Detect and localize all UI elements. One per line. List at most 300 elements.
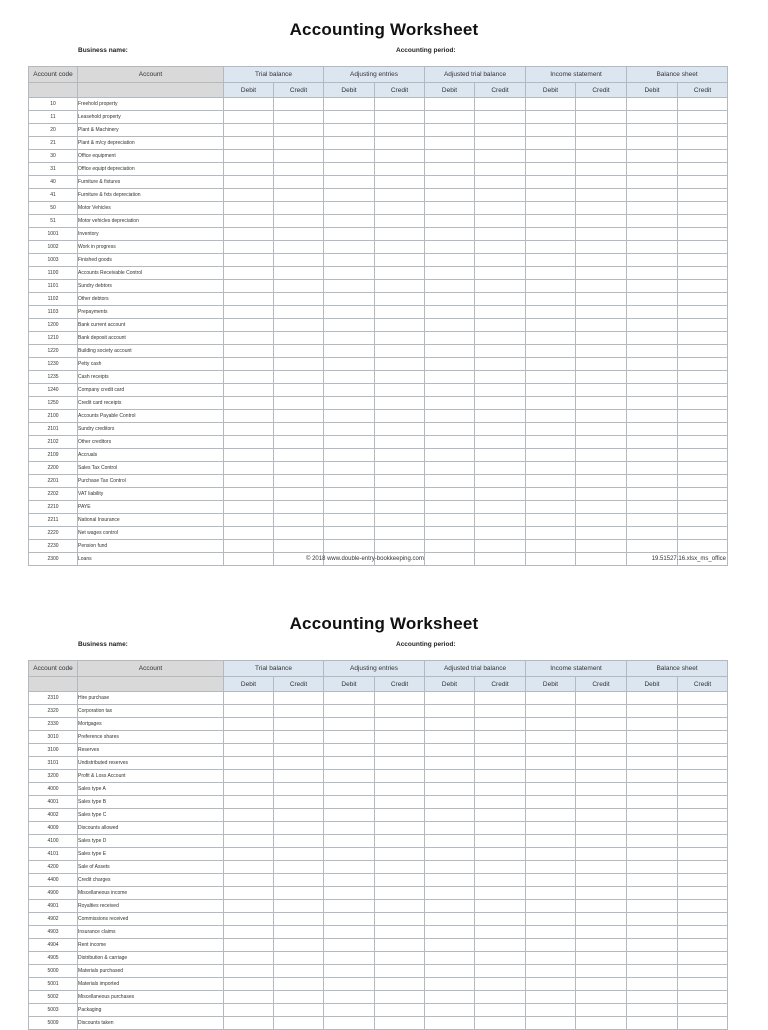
credit-cell[interactable] xyxy=(475,991,526,1004)
debit-cell[interactable] xyxy=(324,731,375,744)
debit-cell[interactable] xyxy=(526,991,576,1004)
debit-cell[interactable] xyxy=(526,384,576,397)
debit-cell[interactable] xyxy=(526,913,576,926)
debit-cell[interactable] xyxy=(425,241,475,254)
credit-cell[interactable] xyxy=(475,1004,526,1017)
debit-cell[interactable] xyxy=(425,731,475,744)
debit-cell[interactable] xyxy=(324,1017,375,1030)
credit-cell[interactable] xyxy=(375,423,425,436)
credit-cell[interactable] xyxy=(678,267,728,280)
credit-cell[interactable] xyxy=(576,254,627,267)
debit-cell[interactable] xyxy=(324,137,375,150)
debit-cell[interactable] xyxy=(627,384,678,397)
credit-cell[interactable] xyxy=(576,397,627,410)
credit-cell[interactable] xyxy=(375,228,425,241)
debit-cell[interactable] xyxy=(224,757,274,770)
credit-cell[interactable] xyxy=(375,358,425,371)
credit-cell[interactable] xyxy=(576,98,627,111)
credit-cell[interactable] xyxy=(678,332,728,345)
debit-cell[interactable] xyxy=(324,410,375,423)
credit-cell[interactable] xyxy=(678,111,728,124)
credit-cell[interactable] xyxy=(678,783,728,796)
debit-cell[interactable] xyxy=(627,861,678,874)
credit-cell[interactable] xyxy=(576,1004,627,1017)
debit-cell[interactable] xyxy=(224,692,274,705)
credit-cell[interactable] xyxy=(375,887,425,900)
credit-cell[interactable] xyxy=(375,332,425,345)
debit-cell[interactable] xyxy=(627,913,678,926)
debit-cell[interactable] xyxy=(425,423,475,436)
debit-cell[interactable] xyxy=(526,111,576,124)
debit-cell[interactable] xyxy=(526,215,576,228)
credit-cell[interactable] xyxy=(576,718,627,731)
credit-cell[interactable] xyxy=(678,137,728,150)
credit-cell[interactable] xyxy=(475,410,526,423)
credit-cell[interactable] xyxy=(274,514,324,527)
debit-cell[interactable] xyxy=(627,770,678,783)
debit-cell[interactable] xyxy=(224,241,274,254)
debit-cell[interactable] xyxy=(224,978,274,991)
credit-cell[interactable] xyxy=(274,692,324,705)
debit-cell[interactable] xyxy=(324,319,375,332)
debit-cell[interactable] xyxy=(425,176,475,189)
credit-cell[interactable] xyxy=(274,900,324,913)
debit-cell[interactable] xyxy=(324,783,375,796)
credit-cell[interactable] xyxy=(576,796,627,809)
debit-cell[interactable] xyxy=(526,319,576,332)
debit-cell[interactable] xyxy=(324,488,375,501)
debit-cell[interactable] xyxy=(526,475,576,488)
debit-cell[interactable] xyxy=(324,475,375,488)
credit-cell[interactable] xyxy=(274,887,324,900)
credit-cell[interactable] xyxy=(274,783,324,796)
debit-cell[interactable] xyxy=(526,280,576,293)
credit-cell[interactable] xyxy=(375,345,425,358)
debit-cell[interactable] xyxy=(224,462,274,475)
credit-cell[interactable] xyxy=(576,332,627,345)
debit-cell[interactable] xyxy=(627,939,678,952)
credit-cell[interactable] xyxy=(375,527,425,540)
credit-cell[interactable] xyxy=(274,757,324,770)
debit-cell[interactable] xyxy=(425,718,475,731)
debit-cell[interactable] xyxy=(224,540,274,553)
credit-cell[interactable] xyxy=(576,241,627,254)
credit-cell[interactable] xyxy=(475,926,526,939)
debit-cell[interactable] xyxy=(324,423,375,436)
credit-cell[interactable] xyxy=(576,527,627,540)
debit-cell[interactable] xyxy=(224,293,274,306)
credit-cell[interactable] xyxy=(274,501,324,514)
credit-cell[interactable] xyxy=(375,111,425,124)
credit-cell[interactable] xyxy=(678,692,728,705)
debit-cell[interactable] xyxy=(224,371,274,384)
debit-cell[interactable] xyxy=(324,540,375,553)
debit-cell[interactable] xyxy=(627,926,678,939)
debit-cell[interactable] xyxy=(526,345,576,358)
credit-cell[interactable] xyxy=(475,874,526,887)
credit-cell[interactable] xyxy=(475,345,526,358)
credit-cell[interactable] xyxy=(475,939,526,952)
debit-cell[interactable] xyxy=(627,514,678,527)
credit-cell[interactable] xyxy=(678,371,728,384)
debit-cell[interactable] xyxy=(526,397,576,410)
credit-cell[interactable] xyxy=(375,280,425,293)
credit-cell[interactable] xyxy=(678,1017,728,1030)
credit-cell[interactable] xyxy=(576,952,627,965)
credit-cell[interactable] xyxy=(475,692,526,705)
credit-cell[interactable] xyxy=(576,965,627,978)
debit-cell[interactable] xyxy=(627,319,678,332)
debit-cell[interactable] xyxy=(526,98,576,111)
debit-cell[interactable] xyxy=(224,358,274,371)
debit-cell[interactable] xyxy=(627,488,678,501)
debit-cell[interactable] xyxy=(425,553,475,566)
debit-cell[interactable] xyxy=(526,501,576,514)
debit-cell[interactable] xyxy=(526,939,576,952)
debit-cell[interactable] xyxy=(526,176,576,189)
debit-cell[interactable] xyxy=(324,280,375,293)
debit-cell[interactable] xyxy=(526,887,576,900)
debit-cell[interactable] xyxy=(224,952,274,965)
debit-cell[interactable] xyxy=(425,319,475,332)
credit-cell[interactable] xyxy=(274,809,324,822)
credit-cell[interactable] xyxy=(375,900,425,913)
credit-cell[interactable] xyxy=(375,462,425,475)
credit-cell[interactable] xyxy=(375,384,425,397)
debit-cell[interactable] xyxy=(425,978,475,991)
credit-cell[interactable] xyxy=(375,809,425,822)
debit-cell[interactable] xyxy=(324,991,375,1004)
credit-cell[interactable] xyxy=(678,501,728,514)
credit-cell[interactable] xyxy=(375,978,425,991)
debit-cell[interactable] xyxy=(526,358,576,371)
debit-cell[interactable] xyxy=(324,939,375,952)
credit-cell[interactable] xyxy=(576,757,627,770)
debit-cell[interactable] xyxy=(425,163,475,176)
credit-cell[interactable] xyxy=(375,861,425,874)
credit-cell[interactable] xyxy=(576,319,627,332)
credit-cell[interactable] xyxy=(375,163,425,176)
credit-cell[interactable] xyxy=(475,900,526,913)
debit-cell[interactable] xyxy=(526,202,576,215)
debit-cell[interactable] xyxy=(224,705,274,718)
debit-cell[interactable] xyxy=(627,874,678,887)
credit-cell[interactable] xyxy=(475,718,526,731)
debit-cell[interactable] xyxy=(526,848,576,861)
debit-cell[interactable] xyxy=(324,98,375,111)
debit-cell[interactable] xyxy=(526,410,576,423)
credit-cell[interactable] xyxy=(678,809,728,822)
credit-cell[interactable] xyxy=(475,783,526,796)
debit-cell[interactable] xyxy=(425,1017,475,1030)
debit-cell[interactable] xyxy=(425,293,475,306)
credit-cell[interactable] xyxy=(375,241,425,254)
debit-cell[interactable] xyxy=(627,410,678,423)
credit-cell[interactable] xyxy=(576,150,627,163)
debit-cell[interactable] xyxy=(224,449,274,462)
debit-cell[interactable] xyxy=(627,978,678,991)
credit-cell[interactable] xyxy=(475,848,526,861)
debit-cell[interactable] xyxy=(425,410,475,423)
credit-cell[interactable] xyxy=(576,900,627,913)
credit-cell[interactable] xyxy=(576,462,627,475)
credit-cell[interactable] xyxy=(475,1017,526,1030)
credit-cell[interactable] xyxy=(274,527,324,540)
credit-cell[interactable] xyxy=(274,202,324,215)
credit-cell[interactable] xyxy=(274,436,324,449)
credit-cell[interactable] xyxy=(375,254,425,267)
credit-cell[interactable] xyxy=(576,124,627,137)
debit-cell[interactable] xyxy=(526,371,576,384)
debit-cell[interactable] xyxy=(224,527,274,540)
debit-cell[interactable] xyxy=(526,293,576,306)
credit-cell[interactable] xyxy=(375,293,425,306)
credit-cell[interactable] xyxy=(576,822,627,835)
debit-cell[interactable] xyxy=(224,384,274,397)
debit-cell[interactable] xyxy=(324,527,375,540)
debit-cell[interactable] xyxy=(324,757,375,770)
credit-cell[interactable] xyxy=(274,254,324,267)
credit-cell[interactable] xyxy=(375,410,425,423)
credit-cell[interactable] xyxy=(475,267,526,280)
debit-cell[interactable] xyxy=(224,202,274,215)
credit-cell[interactable] xyxy=(475,254,526,267)
credit-cell[interactable] xyxy=(274,540,324,553)
debit-cell[interactable] xyxy=(526,770,576,783)
credit-cell[interactable] xyxy=(375,913,425,926)
debit-cell[interactable] xyxy=(425,202,475,215)
debit-cell[interactable] xyxy=(425,692,475,705)
debit-cell[interactable] xyxy=(425,835,475,848)
credit-cell[interactable] xyxy=(576,705,627,718)
credit-cell[interactable] xyxy=(576,371,627,384)
debit-cell[interactable] xyxy=(425,254,475,267)
credit-cell[interactable] xyxy=(576,692,627,705)
credit-cell[interactable] xyxy=(375,514,425,527)
debit-cell[interactable] xyxy=(425,783,475,796)
debit-cell[interactable] xyxy=(526,796,576,809)
debit-cell[interactable] xyxy=(224,410,274,423)
debit-cell[interactable] xyxy=(324,462,375,475)
credit-cell[interactable] xyxy=(678,397,728,410)
debit-cell[interactable] xyxy=(627,293,678,306)
debit-cell[interactable] xyxy=(526,267,576,280)
debit-cell[interactable] xyxy=(627,449,678,462)
debit-cell[interactable] xyxy=(627,991,678,1004)
credit-cell[interactable] xyxy=(475,215,526,228)
debit-cell[interactable] xyxy=(425,436,475,449)
credit-cell[interactable] xyxy=(375,835,425,848)
credit-cell[interactable] xyxy=(475,796,526,809)
credit-cell[interactable] xyxy=(274,1004,324,1017)
credit-cell[interactable] xyxy=(678,887,728,900)
credit-cell[interactable] xyxy=(475,913,526,926)
debit-cell[interactable] xyxy=(224,488,274,501)
credit-cell[interactable] xyxy=(274,137,324,150)
credit-cell[interactable] xyxy=(475,553,526,566)
credit-cell[interactable] xyxy=(678,939,728,952)
credit-cell[interactable] xyxy=(274,319,324,332)
debit-cell[interactable] xyxy=(627,228,678,241)
debit-cell[interactable] xyxy=(526,228,576,241)
debit-cell[interactable] xyxy=(627,254,678,267)
credit-cell[interactable] xyxy=(475,189,526,202)
debit-cell[interactable] xyxy=(324,215,375,228)
debit-cell[interactable] xyxy=(526,1004,576,1017)
debit-cell[interactable] xyxy=(324,384,375,397)
debit-cell[interactable] xyxy=(224,861,274,874)
credit-cell[interactable] xyxy=(576,176,627,189)
credit-cell[interactable] xyxy=(678,306,728,319)
debit-cell[interactable] xyxy=(224,189,274,202)
debit-cell[interactable] xyxy=(627,718,678,731)
credit-cell[interactable] xyxy=(274,423,324,436)
debit-cell[interactable] xyxy=(627,150,678,163)
debit-cell[interactable] xyxy=(224,150,274,163)
debit-cell[interactable] xyxy=(627,540,678,553)
credit-cell[interactable] xyxy=(375,215,425,228)
credit-cell[interactable] xyxy=(576,488,627,501)
debit-cell[interactable] xyxy=(425,475,475,488)
debit-cell[interactable] xyxy=(324,228,375,241)
credit-cell[interactable] xyxy=(678,215,728,228)
debit-cell[interactable] xyxy=(324,718,375,731)
debit-cell[interactable] xyxy=(324,848,375,861)
debit-cell[interactable] xyxy=(627,744,678,757)
debit-cell[interactable] xyxy=(324,952,375,965)
debit-cell[interactable] xyxy=(627,397,678,410)
credit-cell[interactable] xyxy=(475,358,526,371)
credit-cell[interactable] xyxy=(274,449,324,462)
credit-cell[interactable] xyxy=(375,501,425,514)
credit-cell[interactable] xyxy=(274,770,324,783)
credit-cell[interactable] xyxy=(375,939,425,952)
debit-cell[interactable] xyxy=(224,345,274,358)
debit-cell[interactable] xyxy=(627,436,678,449)
debit-cell[interactable] xyxy=(627,358,678,371)
credit-cell[interactable] xyxy=(475,423,526,436)
credit-cell[interactable] xyxy=(475,124,526,137)
credit-cell[interactable] xyxy=(576,553,627,566)
debit-cell[interactable] xyxy=(526,978,576,991)
debit-cell[interactable] xyxy=(627,731,678,744)
credit-cell[interactable] xyxy=(274,731,324,744)
debit-cell[interactable] xyxy=(324,124,375,137)
debit-cell[interactable] xyxy=(224,965,274,978)
debit-cell[interactable] xyxy=(627,757,678,770)
credit-cell[interactable] xyxy=(375,202,425,215)
credit-cell[interactable] xyxy=(475,293,526,306)
debit-cell[interactable] xyxy=(526,254,576,267)
debit-cell[interactable] xyxy=(526,189,576,202)
debit-cell[interactable] xyxy=(425,111,475,124)
credit-cell[interactable] xyxy=(274,98,324,111)
credit-cell[interactable] xyxy=(576,874,627,887)
credit-cell[interactable] xyxy=(475,306,526,319)
credit-cell[interactable] xyxy=(375,397,425,410)
debit-cell[interactable] xyxy=(425,345,475,358)
credit-cell[interactable] xyxy=(678,410,728,423)
debit-cell[interactable] xyxy=(627,423,678,436)
credit-cell[interactable] xyxy=(274,124,324,137)
credit-cell[interactable] xyxy=(274,705,324,718)
debit-cell[interactable] xyxy=(324,150,375,163)
credit-cell[interactable] xyxy=(576,189,627,202)
credit-cell[interactable] xyxy=(375,267,425,280)
credit-cell[interactable] xyxy=(678,770,728,783)
debit-cell[interactable] xyxy=(627,796,678,809)
credit-cell[interactable] xyxy=(678,228,728,241)
credit-cell[interactable] xyxy=(678,926,728,939)
debit-cell[interactable] xyxy=(526,926,576,939)
credit-cell[interactable] xyxy=(475,757,526,770)
debit-cell[interactable] xyxy=(425,397,475,410)
credit-cell[interactable] xyxy=(475,887,526,900)
debit-cell[interactable] xyxy=(224,926,274,939)
debit-cell[interactable] xyxy=(526,835,576,848)
debit-cell[interactable] xyxy=(627,176,678,189)
credit-cell[interactable] xyxy=(274,952,324,965)
credit-cell[interactable] xyxy=(576,345,627,358)
debit-cell[interactable] xyxy=(324,900,375,913)
debit-cell[interactable] xyxy=(425,215,475,228)
debit-cell[interactable] xyxy=(324,163,375,176)
credit-cell[interactable] xyxy=(375,757,425,770)
debit-cell[interactable] xyxy=(526,306,576,319)
credit-cell[interactable] xyxy=(475,280,526,293)
credit-cell[interactable] xyxy=(678,822,728,835)
debit-cell[interactable] xyxy=(526,423,576,436)
debit-cell[interactable] xyxy=(425,280,475,293)
credit-cell[interactable] xyxy=(576,848,627,861)
debit-cell[interactable] xyxy=(526,705,576,718)
credit-cell[interactable] xyxy=(274,475,324,488)
credit-cell[interactable] xyxy=(475,527,526,540)
credit-cell[interactable] xyxy=(375,718,425,731)
debit-cell[interactable] xyxy=(224,215,274,228)
credit-cell[interactable] xyxy=(576,436,627,449)
credit-cell[interactable] xyxy=(375,705,425,718)
debit-cell[interactable] xyxy=(526,692,576,705)
debit-cell[interactable] xyxy=(224,796,274,809)
debit-cell[interactable] xyxy=(425,371,475,384)
debit-cell[interactable] xyxy=(425,770,475,783)
debit-cell[interactable] xyxy=(324,202,375,215)
debit-cell[interactable] xyxy=(425,527,475,540)
credit-cell[interactable] xyxy=(678,731,728,744)
debit-cell[interactable] xyxy=(324,887,375,900)
credit-cell[interactable] xyxy=(576,913,627,926)
credit-cell[interactable] xyxy=(375,137,425,150)
credit-cell[interactable] xyxy=(576,111,627,124)
credit-cell[interactable] xyxy=(375,1004,425,1017)
credit-cell[interactable] xyxy=(576,215,627,228)
debit-cell[interactable] xyxy=(425,358,475,371)
credit-cell[interactable] xyxy=(678,280,728,293)
debit-cell[interactable] xyxy=(526,488,576,501)
credit-cell[interactable] xyxy=(678,189,728,202)
credit-cell[interactable] xyxy=(678,978,728,991)
credit-cell[interactable] xyxy=(678,254,728,267)
credit-cell[interactable] xyxy=(475,111,526,124)
debit-cell[interactable] xyxy=(324,809,375,822)
debit-cell[interactable] xyxy=(627,215,678,228)
credit-cell[interactable] xyxy=(475,397,526,410)
debit-cell[interactable] xyxy=(324,306,375,319)
debit-cell[interactable] xyxy=(224,319,274,332)
credit-cell[interactable] xyxy=(475,475,526,488)
credit-cell[interactable] xyxy=(678,345,728,358)
